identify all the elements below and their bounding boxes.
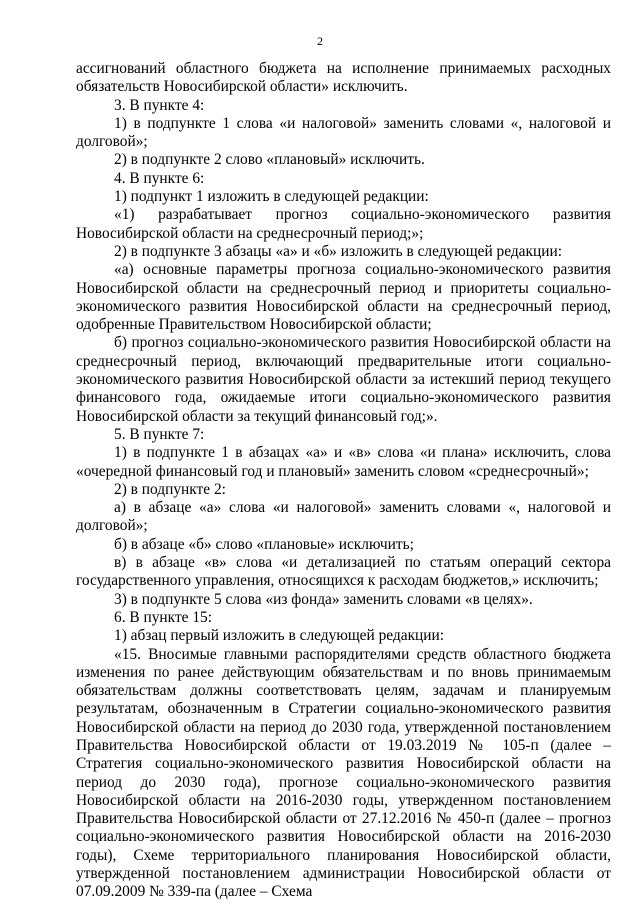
paragraph: а) в абзаце «а» слова «и налоговой» заменить словами «, налоговой и долговой»; xyxy=(76,499,611,535)
paragraph: 2) в подпункте 2: xyxy=(114,480,226,498)
paragraph: 3. В пункте 4: xyxy=(114,96,205,114)
page-number: 2 xyxy=(317,34,323,48)
paragraph: б) в абзаце «б» слово «плановые» исключить; xyxy=(114,535,414,553)
paragraph: 5. В пункте 7: xyxy=(114,425,205,443)
paragraph: 1) абзац первый изложить в следующей редакции: xyxy=(114,627,445,645)
document-body xyxy=(76,60,611,902)
paragraph: 2) в подпункте 2 слово «плановый» исключить. xyxy=(114,151,425,169)
paragraph: «1) разрабатывает прогноз социально-экономического развития Новосибирской области на среднесрочный период;»; xyxy=(76,206,611,242)
paragraph: 3) в подпункте 5 слова «из фонда» заменить словами «в целях». xyxy=(114,590,533,608)
paragraph: ассигнований областного бюджета на исполнение принимаемых расходных обязательств Новосибирской области» исключить. xyxy=(76,60,611,96)
paragraph: 6. В пункте 15: xyxy=(114,608,213,626)
paragraph: в) в абзаце «в» слова «и детализацией по статьям операций сектора государственного управления, относящихся к расходам бюджетов,» исключить; xyxy=(76,554,611,590)
paragraph: 4. В пункте 6: xyxy=(114,169,205,187)
paragraph: б) прогноз социально-экономического развития Новосибирской области на среднесрочный период, включающий предварительные итоги социально-экономического развития Новосибирской области за истекший период текущего финансового года, ожидаемые итоги социально-экономического развития Новосибирской области за текущий финансовый год;». xyxy=(76,334,611,425)
paragraph: «15. Вносимые главными распорядителями средств областного бюджета изменения по ранее действующим обязательствам и по вновь принимаемым обязательствам должны соответствовать целям, задачам и планируемым результатам, обозначенным в Стратегии социально-экономического развития Новосибирской области на период до 2030 года, утвержденной постановлением Правительства Новосибирской области от 19.03.2019 № 105-п (далее – Стратегия социально-экономического развития Новосибирской области на период до 2030 года), прогнозе социально-экономического развития Новосибирской области на 2016-2030 годы, утвержденном постановлением Правительства Новосибирской области от 27.12.2016 № 450-п (далее – прогноз социально-экономического развития Новосибирской области на 2016-2030 годы), Схеме территориального планирования Новосибирской области, утвержденной постановлением администрации Новосибирской области от 07.09.2009 № 339-па (далее – Схема xyxy=(76,645,611,901)
paragraph: 1) в подпункте 1 слова «и налоговой» заменить словами «, налоговой и долговой»; xyxy=(76,114,611,151)
paragraph: 1) подпункт 1 изложить в следующей редакции: xyxy=(114,188,429,206)
paragraph: 1) в подпункте 1 в абзацах «а» и «в» слова «и плана» исключить, слова «очередной финансовый год и плановый» заменить словом «среднесрочный»; xyxy=(76,444,611,480)
paragraph: 2) в подпункте 3 абзацы «а» и «б» изложить в следующей редакции: xyxy=(114,242,562,260)
paragraph: «а) основные параметры прогноза социально-экономического развития Новосибирской области на среднесрочный период и приоритеты социально-экономического развития Новосибирской области на среднесрочный период, одобренные Правительством Новосибирской области; xyxy=(76,261,611,334)
